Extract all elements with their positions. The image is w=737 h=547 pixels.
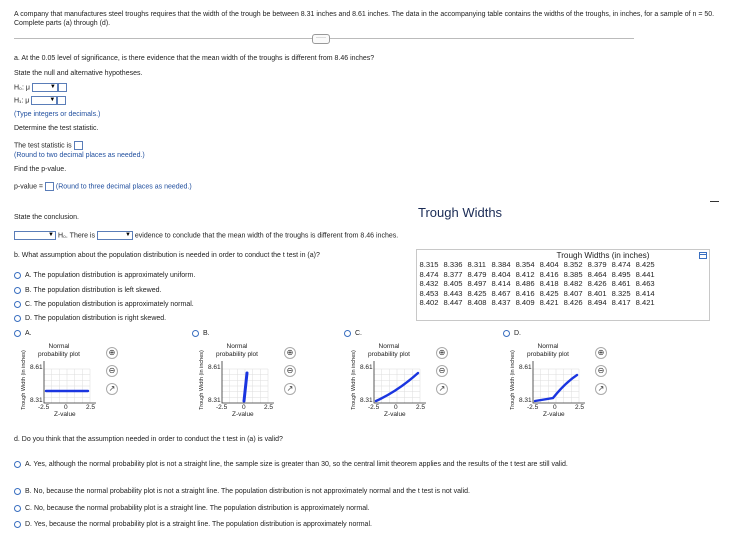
- test-stat-input[interactable]: [74, 141, 83, 150]
- x-tick-label: 2.5: [86, 404, 96, 411]
- x-axis-label: Z-value: [232, 411, 254, 418]
- table-cell: 8.425: [539, 288, 559, 298]
- x-tick-label: 2.5: [416, 404, 426, 411]
- conclusion-prompt: State the conclusion.: [14, 214, 79, 221]
- y-tick-top: 8.61: [519, 364, 532, 371]
- normal-probability-plot: [192, 331, 312, 421]
- x-tick-label: -2.5: [38, 404, 50, 411]
- test-stat-hint: (Round to two decimal places as needed.): [14, 152, 145, 159]
- plot-title: Normal: [226, 343, 248, 350]
- zoom-out-icon[interactable]: ⊖: [595, 365, 607, 377]
- table-cell: 8.377: [443, 269, 463, 279]
- y-tick-bottom: 8.31: [360, 397, 373, 404]
- h0-operator-select[interactable]: [32, 83, 58, 92]
- x-tick-label: 0: [242, 404, 246, 411]
- table-cell: 8.425: [467, 288, 487, 298]
- expand-window-icon[interactable]: ↗: [284, 383, 296, 395]
- table-cell: 8.414: [635, 288, 655, 298]
- test-stat-prompt: Determine the test statistic.: [14, 125, 99, 132]
- radio-icon[interactable]: [14, 521, 21, 528]
- table-cell: 8.384: [491, 260, 511, 269]
- plot-title: Normal: [378, 343, 400, 350]
- x-axis-label: Z-value: [384, 411, 406, 418]
- table-cell: 8.494: [587, 298, 607, 307]
- table-cell: 8.315: [419, 260, 439, 269]
- table-row: [417, 289, 657, 299]
- radio-icon[interactable]: [14, 461, 21, 468]
- plot-title: Normal: [48, 343, 70, 350]
- x-tick-label: 2.5: [264, 404, 274, 411]
- part-b-option-d[interactable]: [14, 314, 166, 323]
- option-label: D. Yes, because the normal probability plot is a straight line. The population distribution is approximately normal.: [25, 521, 372, 528]
- table-cell: 8.474: [419, 269, 439, 279]
- zoom-in-icon[interactable]: ⊕: [595, 347, 607, 359]
- x-tick-label: 0: [394, 404, 398, 411]
- radio-icon[interactable]: [14, 505, 21, 512]
- table-row: [417, 270, 657, 280]
- table-cell: 8.417: [611, 298, 631, 307]
- table-cell: 8.336: [443, 260, 463, 269]
- x-tick-label: -2.5: [527, 404, 539, 411]
- y-axis-label: Trough Width (in inches): [510, 350, 516, 410]
- radio-icon[interactable]: [14, 287, 21, 294]
- table-cell: 8.453: [419, 288, 439, 298]
- y-tick-top: 8.61: [208, 364, 221, 371]
- y-axis-label: Trough Width (in inches): [199, 350, 205, 410]
- copy-data-icon[interactable]: [699, 252, 707, 259]
- option-label: A. Yes, although the normal probability plot is not a straight line, the sample size is greater than 30, so the central limit theorem applies and the results of the t test are still valid.: [25, 461, 568, 468]
- table-cell: 8.385: [563, 269, 583, 279]
- p-value-hint: (Round to three decimal places as needed.): [55, 183, 192, 191]
- part-d-question: d. Do you think that the assumption needed in order to conduct the t test in (a) is valid?: [14, 436, 283, 443]
- evidence-select[interactable]: [97, 231, 133, 240]
- table-cell: 8.408: [467, 298, 487, 307]
- table-cell: 8.414: [491, 279, 511, 288]
- x-tick-label: 2.5: [575, 404, 585, 411]
- trough-widths-table: [417, 260, 657, 308]
- zoom-out-icon[interactable]: ⊖: [436, 365, 448, 377]
- part-d-option-c[interactable]: [14, 504, 370, 513]
- table-cell: 8.402: [419, 298, 439, 307]
- radio-icon[interactable]: [14, 488, 21, 495]
- integers-hint: (Type integers or decimals.): [14, 111, 101, 118]
- hypotheses-prompt: State the null and alternative hypotheses.: [14, 70, 143, 77]
- y-tick-top: 8.61: [30, 364, 43, 371]
- x-axis-label: Z-value: [543, 411, 565, 418]
- data-table-frame: [416, 249, 710, 321]
- expand-window-icon[interactable]: ↗: [106, 383, 118, 395]
- p-value-input[interactable]: [45, 182, 54, 191]
- option-label: D. The population distribution is right skewed.: [25, 315, 167, 322]
- table-cell: 8.405: [443, 279, 463, 288]
- table-row: [417, 298, 657, 308]
- table-cell: 8.482: [563, 279, 583, 288]
- table-cell: 8.407: [563, 288, 583, 298]
- table-cell: 8.474: [611, 260, 631, 269]
- table-cell: 8.354: [515, 260, 535, 269]
- p-value-label: p-value =: [14, 183, 43, 191]
- h1-value-input[interactable]: [57, 96, 66, 105]
- part-b-option-c[interactable]: [14, 300, 194, 309]
- table-cell: 8.421: [635, 298, 655, 307]
- expand-window-icon[interactable]: ↗: [436, 383, 448, 395]
- y-axis-label: Trough Width (in inches): [351, 350, 357, 410]
- y-axis-label: Trough Width (in inches): [21, 350, 27, 410]
- table-cell: 8.404: [491, 269, 511, 279]
- option-label: B. The population distribution is left skewed.: [25, 287, 162, 294]
- normal-probability-plot: [14, 331, 134, 421]
- test-stat-row: [14, 141, 83, 150]
- conclusion-row: [14, 231, 398, 240]
- zoom-in-icon[interactable]: ⊕: [106, 347, 118, 359]
- table-cell: 8.352: [563, 260, 583, 269]
- table-cell: 8.416: [515, 288, 535, 298]
- zoom-out-icon[interactable]: ⊖: [284, 365, 296, 377]
- table-cell: 8.443: [443, 288, 463, 298]
- table-cell: 8.447: [443, 298, 463, 307]
- table-cell: 8.479: [467, 269, 487, 279]
- table-cell: 8.379: [587, 260, 607, 269]
- minimize-icon[interactable]: —: [710, 196, 719, 206]
- part-b-option-a[interactable]: [14, 271, 195, 280]
- option-label: A. The population distribution is approximately uniform.: [25, 272, 196, 279]
- h0-row: [14, 83, 67, 92]
- x-tick-label: 0: [64, 404, 68, 411]
- radio-icon[interactable]: [14, 301, 21, 308]
- table-cell: 8.461: [611, 279, 631, 288]
- table-cell: 8.464: [587, 269, 607, 279]
- x-tick-label: -2.5: [368, 404, 380, 411]
- plot-title: probability plot: [38, 351, 80, 358]
- radio-icon[interactable]: [14, 315, 21, 322]
- y-tick-bottom: 8.31: [519, 397, 532, 404]
- table-cell: 8.467: [491, 288, 511, 298]
- p-value-row: [14, 182, 192, 191]
- option-label: C. No, because the normal probability plot is a straight line. The population distribution is approximately normal.: [25, 505, 370, 512]
- x-axis-label: Z-value: [54, 411, 76, 418]
- problem-intro: A company that manufactures steel troughs requires that the width of the trough be between 8.31 inches and 8.61 inches. The data in the accompanying table contains the widths of the troughs, in inches, for a sample of n = 50. Complete parts (a) through (d).: [14, 11, 715, 27]
- part-d-option-a[interactable]: [14, 460, 624, 469]
- conclusion-end: evidence to conclude that the mean width of the troughs is different from 8.46 inches.: [134, 232, 399, 240]
- normal-probability-plot: [344, 331, 464, 421]
- option-label: B. No, because the normal probability plot is not a straight line. The population distribution is not approximately normal and the t test is not valid.: [25, 488, 471, 495]
- plot-points: [244, 373, 247, 401]
- table-cell: 8.421: [539, 298, 559, 307]
- option-letter: D.: [514, 330, 521, 337]
- y-tick-bottom: 8.31: [208, 397, 221, 404]
- h0-value-input[interactable]: [58, 83, 67, 92]
- p-value-prompt: Find the p-value.: [14, 166, 67, 173]
- option-label: C. The population distribution is approximately normal.: [25, 301, 194, 308]
- expand-window-icon[interactable]: ↗: [595, 383, 607, 395]
- h1-row: [14, 96, 66, 105]
- plot-option-c[interactable]: [344, 331, 464, 421]
- plot-title: probability plot: [368, 351, 410, 358]
- table-cell: 8.404: [539, 260, 559, 269]
- table-cell: 8.311: [467, 260, 486, 269]
- y-tick-bottom: 8.31: [30, 397, 43, 404]
- table-cell: 8.418: [539, 279, 559, 288]
- table-cell: 8.426: [587, 279, 607, 288]
- part-a-question: a. At the 0.05 level of significance, is there evidence that the mean width of the troughs is different from 8.46 inches?: [14, 55, 375, 62]
- table-cell: 8.437: [491, 298, 511, 307]
- h0-label: H₀: μ: [14, 84, 30, 92]
- plot-option-b[interactable]: [192, 331, 312, 421]
- radio-icon[interactable]: [14, 272, 21, 279]
- test-stat-label: The test statistic is: [14, 142, 72, 150]
- table-cell: 8.412: [515, 269, 535, 279]
- part-d-option-b[interactable]: [14, 487, 470, 496]
- option-letter: B.: [203, 330, 210, 337]
- table-cell: 8.497: [467, 279, 487, 288]
- expand-button[interactable]: ·····: [312, 34, 330, 44]
- panel-title: Trough Widths: [418, 205, 503, 220]
- table-cell: 8.441: [635, 269, 655, 279]
- table-cell: 8.495: [611, 269, 631, 279]
- part-b-option-b[interactable]: [14, 286, 161, 295]
- y-tick-top: 8.61: [360, 364, 373, 371]
- plot-title: probability plot: [216, 351, 258, 358]
- part-b-question: b. What assumption about the population distribution is needed in order to conduct the t test in (a)?: [14, 252, 320, 259]
- normal-probability-plot: [503, 331, 623, 421]
- part-d-option-d[interactable]: [14, 520, 372, 529]
- table-cell: 8.325: [611, 288, 631, 298]
- option-letter: A.: [25, 330, 32, 337]
- plot-option-d[interactable]: [503, 331, 623, 421]
- reject-select[interactable]: [14, 231, 56, 240]
- h1-label: H₁: μ: [14, 97, 30, 105]
- plot-title: Normal: [537, 343, 559, 350]
- table-cell: 8.426: [563, 298, 583, 307]
- table-cell: 8.416: [539, 269, 559, 279]
- zoom-out-icon[interactable]: ⊖: [106, 365, 118, 377]
- table-cell: 8.463: [635, 279, 655, 288]
- table-row: [417, 260, 657, 270]
- plot-option-a[interactable]: [14, 331, 134, 421]
- h1-operator-select[interactable]: [31, 96, 57, 105]
- table-row: [417, 279, 657, 289]
- table-cell: 8.432: [419, 279, 439, 288]
- x-tick-label: 0: [553, 404, 557, 411]
- conclusion-mid: H₀. There is: [57, 232, 95, 240]
- zoom-in-icon[interactable]: ⊕: [436, 347, 448, 359]
- table-cell: 8.425: [635, 260, 655, 269]
- table-cell: 8.401: [587, 288, 607, 298]
- zoom-in-icon[interactable]: ⊕: [284, 347, 296, 359]
- table-cell: 8.409: [515, 298, 535, 307]
- table-title: Trough Widths (in inches): [556, 251, 650, 260]
- table-cell: 8.486: [515, 279, 535, 288]
- plot-title: probability plot: [527, 351, 569, 358]
- option-letter: C.: [355, 330, 362, 337]
- x-tick-label: -2.5: [216, 404, 228, 411]
